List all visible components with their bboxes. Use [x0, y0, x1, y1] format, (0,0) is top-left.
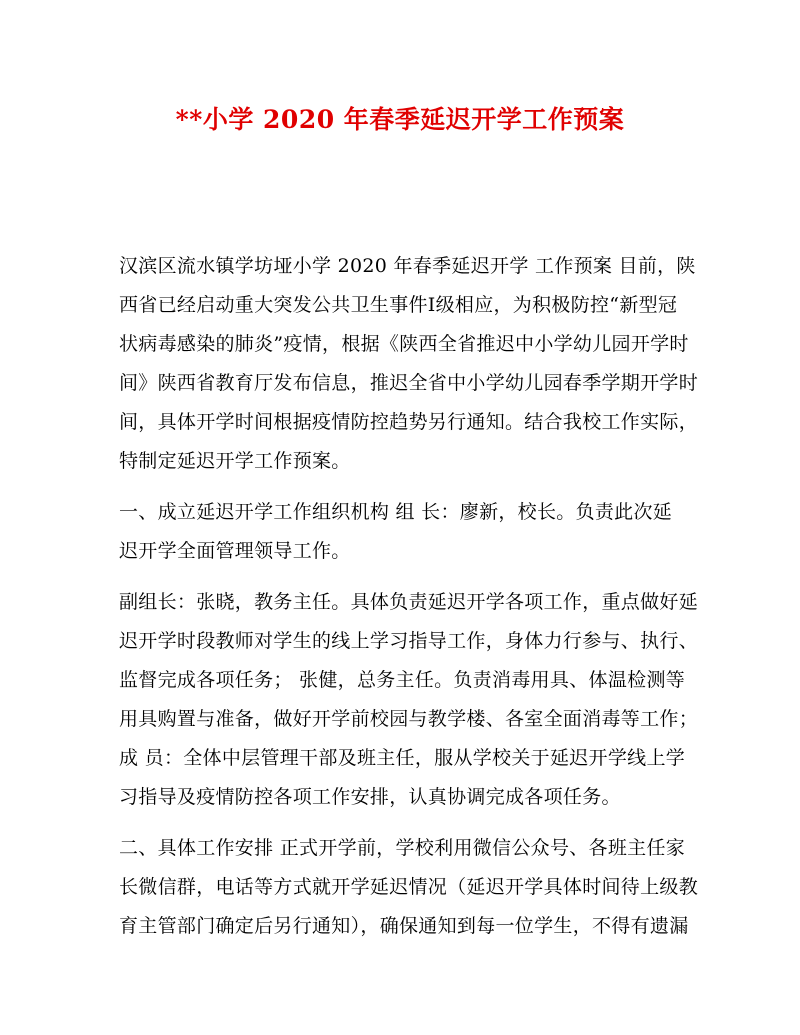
- body-line: 长微信群，电话等方式就开学延迟情况（延迟开学具体时间待上级教: [119, 876, 699, 898]
- body-line: 育主管部门确定后另行通知），确保通知到每一位学生，不得有遗漏: [119, 915, 689, 937]
- body-line: 迟开学时段教师对学生的线上学习指导工作，身体力行参与、执行、: [119, 630, 699, 652]
- body-line: 监督完成各项任务； 张健，总务主任。负责消毒用具、体温检测等: [119, 669, 686, 691]
- body-line: 副组长：张晓，教务主任。具体负责延迟开学各项工作，重点做好延: [119, 591, 699, 613]
- body-line: 间，具体开学时间根据疫情防控趋势另行通知。结合我校工作实际，: [119, 411, 699, 433]
- body-line: 西省已经启动重大突发公共卫生事件Ⅰ级相应，为积极防控“新型冠: [119, 294, 678, 316]
- section-heading-line: 二、具体工作安排 正式开学前，学校利用微信公众号、各班主任家: [119, 837, 686, 859]
- document-title: **小学 2020 年春季延迟开学工作预案: [175, 105, 625, 134]
- body-line: 习指导及疫情防控各项工作安排，认真协调完成各项任务。: [119, 786, 621, 808]
- body-line: 特制定延迟开学工作预案。: [119, 450, 351, 472]
- body-line: 成 员：全体中层管理干部及班主任，服从学校关于延迟开学线上学: [119, 747, 686, 769]
- body-line: 状病毒感染的肺炎”疫情，根据《陕西全省推迟中小学幼儿园开学时: [119, 333, 689, 355]
- body-line: 汉滨区流水镇学坊垭小学 2020 年春季延迟开学 工作预案 目前，陕: [119, 255, 696, 277]
- body-line: 间》陕西省教育厅发布信息，推迟全省中小学幼儿园春季学期开学时: [119, 372, 699, 394]
- section-heading-line: 一、成立延迟开学工作组织机构 组 长：廖新，校长。负责此次延: [119, 501, 673, 523]
- body-line: 迟开学全面管理领导工作。: [119, 540, 351, 562]
- body-line: 用具购置与准备，做好开学前校园与教学楼、各室全面消毒等工作；: [119, 708, 699, 730]
